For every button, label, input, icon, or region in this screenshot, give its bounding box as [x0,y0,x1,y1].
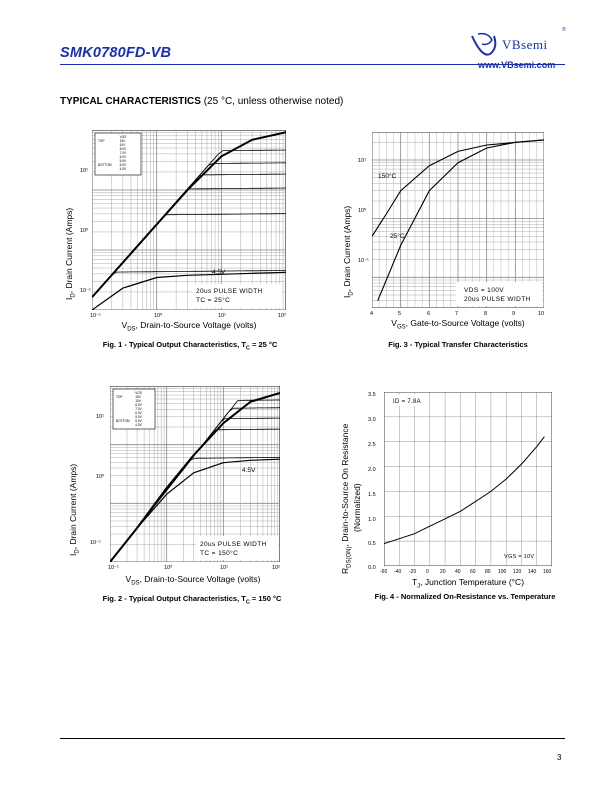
fig1-ylabel-main: I [64,297,74,300]
legend-value-0: VGS [119,135,127,139]
fig1-xlabel-main: V [121,320,128,330]
fig2-ylabel-main: I [68,553,78,556]
fig4-xlabel-tail: , Junction Temperature (°C) [420,577,525,587]
fig1-xtick-0: 10⁻¹ [90,313,101,319]
fig2-ylabel-tail: , Drain Current (Amps) [68,463,78,550]
footer-rule [60,738,565,739]
fig4-ylabel-main: R [340,567,350,574]
fig2-annotation-pulse: 20us PULSE WIDTH [200,541,267,548]
fig4-ytick-0: 3.5 [368,392,376,398]
fig2-ytick-2: 10⁻¹ [90,540,101,546]
fig3-yticks [358,132,372,308]
fig2-annotation-temp: TC = 150°C [200,550,239,557]
fig1-annotation-vgs: 4.5V [212,269,226,276]
fig1-caption [70,340,310,352]
legend-value-8: 4.5V [119,167,127,171]
fig1-xtick-1: 10⁰ [154,313,163,319]
fig1-xlabel-sub: DS [127,326,136,333]
fig3-caption: Fig. 3 - Typical Transfer Characteristics [388,340,528,349]
fig1-yticks [80,130,94,325]
fig3-xtick-5: 9 [512,311,516,317]
legend-row-1: TOP [98,139,105,143]
fig4-annotation-vgs: VGS = 10V [504,554,535,560]
fig2-xticks [106,562,288,572]
part-number: SMK0780FD-VB [60,45,172,61]
legend-value-0: VGS [135,391,142,395]
fig2-caption-tail: = 150 °C [249,594,282,603]
fig2-xlabel-sub: DS [131,580,140,587]
fig4-xtick-2: -20 [409,569,417,575]
legend-value-1: 15V [135,395,141,399]
legend-value-3: 8.0V [135,403,142,407]
legend-value-7: 5.0V [119,163,127,167]
legend-value-4: 7.0V [119,151,127,155]
fig4-ylabel [340,424,353,574]
section-heading: TYPICAL CHARACTERISTICS [60,96,201,107]
fig3-xtick-6: 10 [538,311,545,317]
fig2-xlabel-tail: , Drain-to-Source Voltage (volts) [139,574,261,584]
legend-value-5: 6.0V [119,155,127,159]
legend-value-4: 7.0V [135,407,142,411]
fig2-caption-sub: C [245,599,250,606]
fig2-ytick-0: 10¹ [96,414,104,420]
legend-value-6: 5.5V [119,159,127,163]
fig4-xtick-6: 60 [470,569,476,575]
fig3-xlabel-main: V [391,318,397,328]
fig3-xtick-4: 8 [484,311,488,317]
fig4-annotation-id: ID = 7.8A [393,399,421,405]
fig2-ylabel-sub: D [74,549,81,554]
fig1-caption-tail: = 25 °C [249,340,278,349]
fig2-xlabel-main: V [125,574,132,584]
fig2-yticks [90,386,110,562]
fig3-ylabel [342,206,355,298]
fig3-xlabel-sub: GS [396,324,406,331]
fig1-caption-main: Fig. 1 - Typical Output Characteristics, T [102,340,246,349]
fig2-ytick-1: 10⁰ [96,474,105,480]
fig2-xtick-2: 10¹ [220,565,228,571]
fig4-xlabel-main: T [411,577,418,587]
fig3-chart [372,132,544,308]
fig3-xlabel-tail: , Gate-to-Source Voltage (volts) [405,318,525,328]
fig1-caption-sub: C [245,345,250,352]
fig4-chart [384,392,552,566]
section-title [60,96,343,107]
fig1-chart [92,130,286,310]
fig3-xtick-0: 4 [370,311,374,317]
legend-value-5: 6.0V [135,411,142,415]
fig4-ylabel-line2: (Normalized) [352,483,362,532]
fig2-ylabel [68,464,81,556]
registered-mark: ® [562,27,566,33]
fig2-xlabel [96,574,290,587]
fig3-xtick-3: 7 [455,311,459,317]
fig4-ytick-2: 2.5 [368,442,376,448]
legend-value-8: 4.5V [135,423,142,427]
fig4-ytick-3: 2.0 [368,467,376,473]
fig2-caption-main: Fig. 2 - Typical Output Characteristics, T [102,594,246,603]
fig3-xticks [368,308,548,318]
fig2-xtick-0: 10⁻¹ [108,565,119,571]
fig4-xtick-7: 80 [485,569,491,575]
website-link[interactable]: www.VBsemi.com [478,60,556,70]
legend-value-2: 10V [135,399,141,403]
fig1-ylabel-sub: D [70,293,77,298]
fig1-ytick-0: 10¹ [80,168,88,174]
fig4-xlabel [384,577,552,590]
fig3-annotation-vds: VDS = 100V [464,287,504,294]
fig2-xtick-3: 10² [272,565,280,571]
legend-value-3: 8.0V [119,147,127,151]
fig4-xlabel-sub: J [417,583,421,590]
fig3-ytick-1: 10⁰ [358,208,367,214]
legend-value-2: 10V [119,143,126,147]
fig1-ytick-2: 10⁻¹ [80,288,91,294]
fig1-xlabel-tail: , Drain-to-Source Voltage (volts) [135,320,257,330]
fig4-ytick-1: 3.0 [368,417,376,423]
fig3-annotation-25: 25°C [390,233,405,240]
legend-row-1: TOP [116,395,123,399]
fig4-ytick-7: 0.0 [368,565,376,571]
fig4-xtick-5: 40 [455,569,461,575]
fig2-chart [110,386,280,562]
fig1-xlabel [92,320,286,333]
fig4-xtick-1: -40 [394,569,402,575]
fig4-xticks [380,566,560,576]
fig3-ylabel-main: I [342,295,352,298]
fig1-ytick-1: 10⁰ [80,228,89,234]
fig4-ytick-4: 1.5 [368,492,376,498]
fig3-xlabel [372,318,544,331]
fig4-xtick-4: 20 [440,569,446,575]
fig3-annotation-150: 150°C [378,173,397,180]
legend-value-7: 5.0V [135,419,142,423]
fig4-xtick-3: 0 [426,569,429,575]
fig1-annotation-pulse: 20us PULSE WIDTH [196,288,263,295]
fig3-ylabel-tail: , Drain Current (Amps) [342,205,352,292]
fig3-ytick-0: 10¹ [358,158,366,164]
fig4-ylabel-tail: , Drain-to-Source On Resistance [340,423,350,547]
fig3-ytick-2: 10⁻¹ [358,258,369,264]
fig3-xtick-1: 5 [398,311,402,317]
fig1-ylabel [64,208,77,300]
legend-value-6: 5.5V [135,415,142,419]
fig1-annotation-temp: TC = 25°C [196,297,231,304]
fig4-xtick-0: -60 [380,569,388,575]
fig4-xtick-11: 160 [543,569,552,575]
fig3-annotation-pulse: 20us PULSE WIDTH [464,296,531,303]
fig1-xticks [88,310,293,320]
fig4-xtick-9: 120 [513,569,522,575]
fig4-xtick-10: 140 [528,569,537,575]
page-number: 3 [557,753,562,762]
fig4-yticks [368,390,384,572]
fig4-ytick-5: 1.0 [368,517,376,523]
section-note: (25 °C, unless otherwise noted) [203,96,344,107]
fig1-ylabel-tail: , Drain Current (Amps) [64,207,74,294]
fig4-caption: Fig. 4 - Normalized On-Resistance vs. Temperature [374,592,556,601]
legend-value-1: 15V [119,139,126,143]
fig4-ylabel-sub: DS(ON) [346,546,353,568]
legend-row-7: BOTTOM [98,163,112,167]
fig4-ytick-6: 0.5 [368,541,376,547]
fig4-xtick-8: 100 [498,569,507,575]
fig1-xtick-3: 10² [278,313,286,319]
legend-row-7: BOTTOM [116,419,130,423]
fig2-caption [72,594,312,606]
fig2-annotation-vgs: 4.5V [242,467,256,474]
brand-name: VBsemi [502,37,548,52]
fig2-xtick-1: 10⁰ [164,565,173,571]
fig1-xtick-2: 10¹ [218,313,226,319]
fig3-ylabel-sub: D [348,291,355,296]
fig3-xtick-2: 6 [427,311,431,317]
